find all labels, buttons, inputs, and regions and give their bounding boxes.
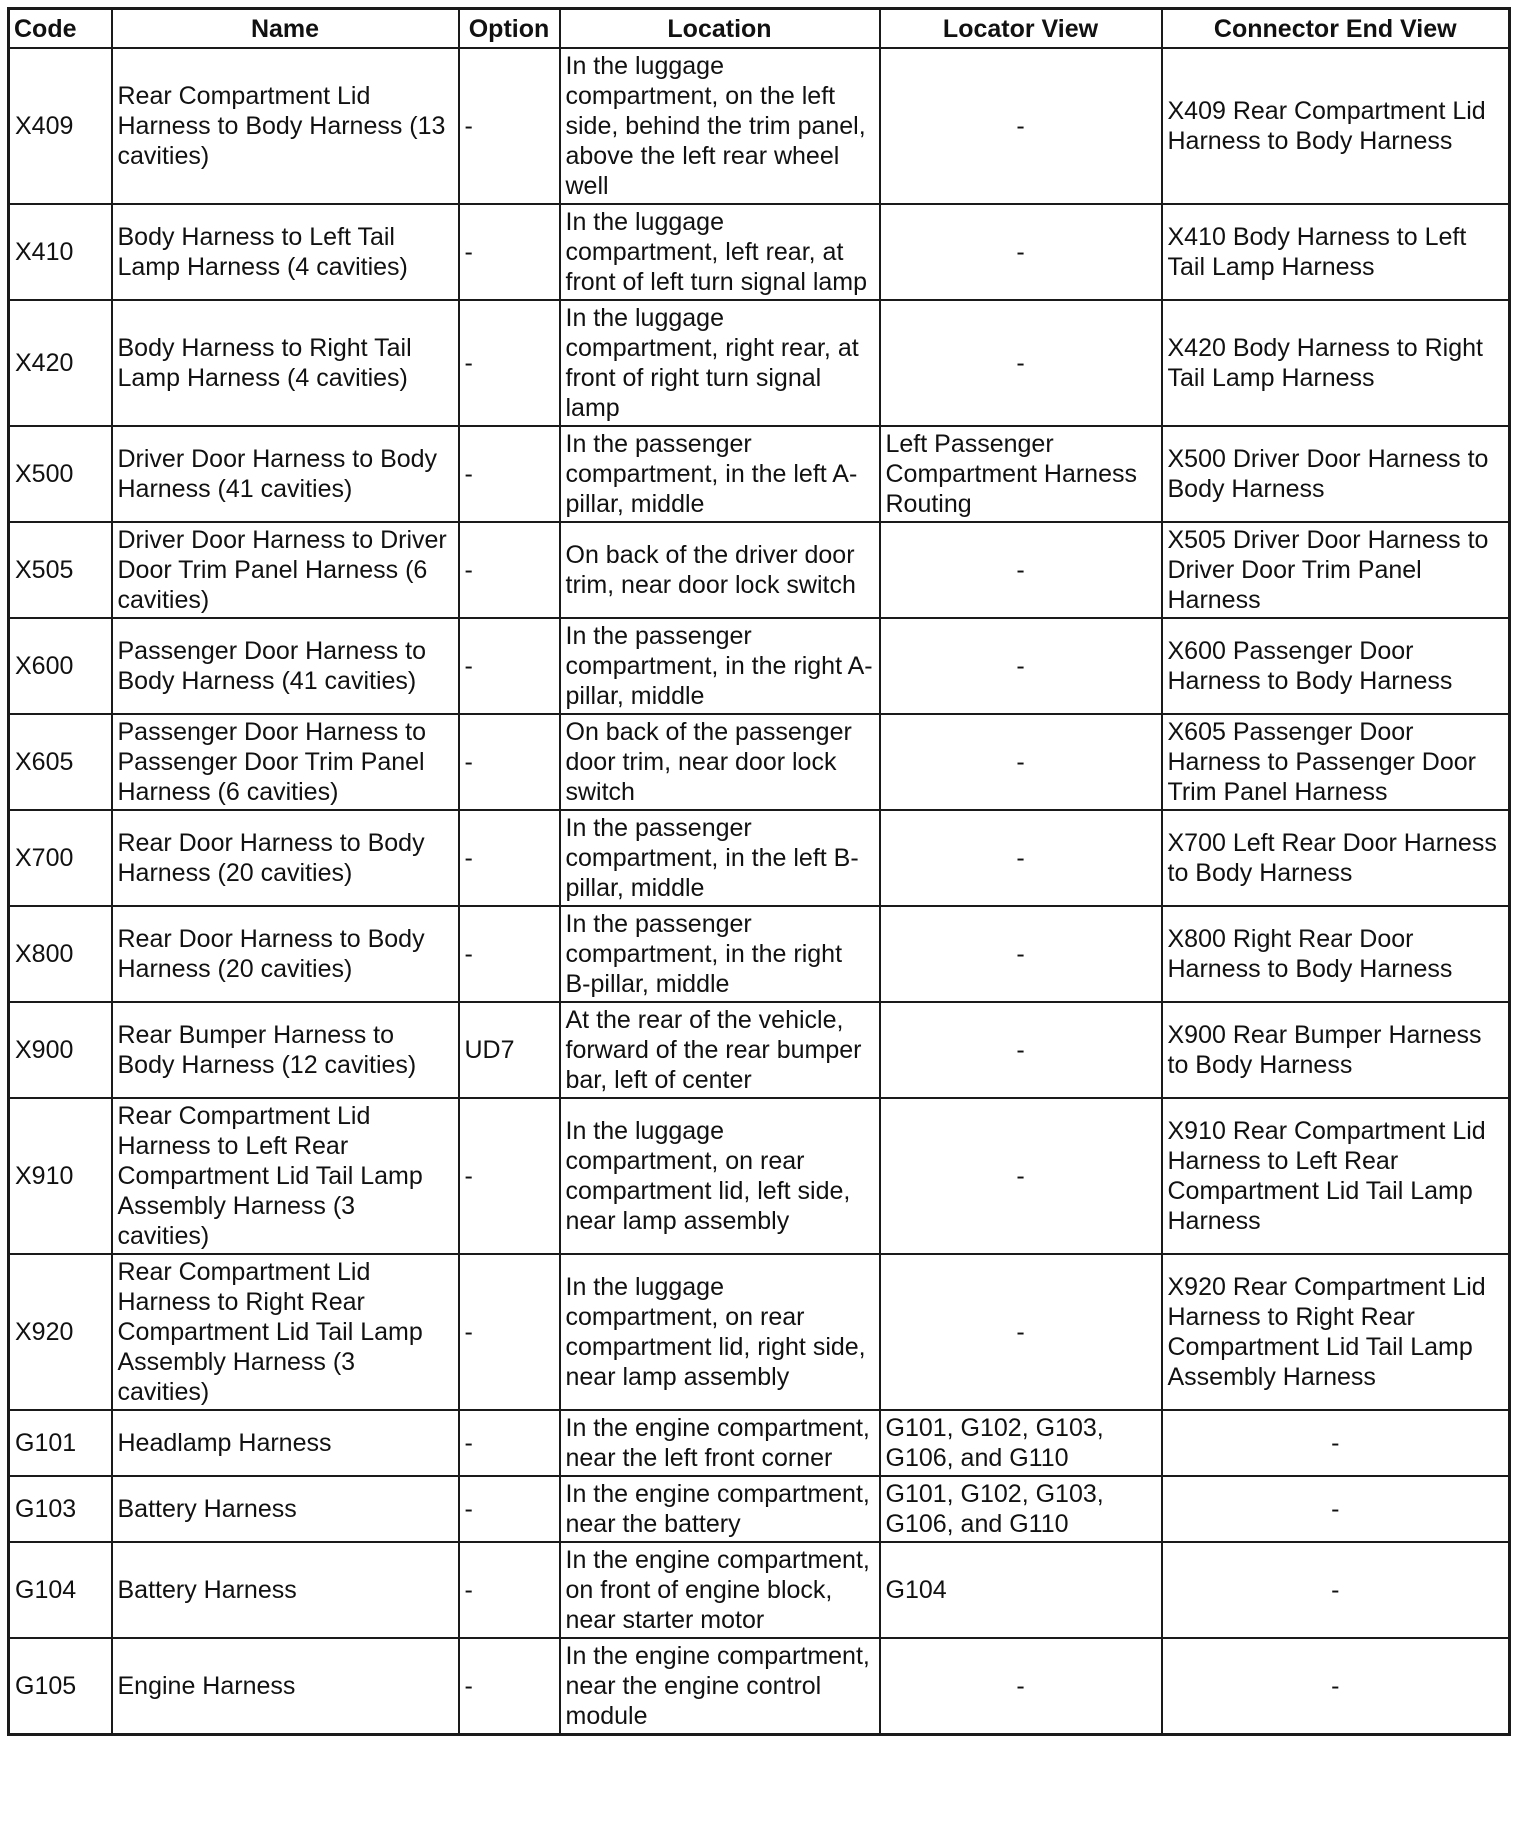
table-row bbox=[9, 1410, 1510, 1476]
table-row bbox=[9, 300, 1510, 426]
table-row bbox=[9, 1002, 1510, 1098]
cell-name: Driver Door Harness to Body Harness (41 cavities) bbox=[112, 426, 459, 522]
cell-location: In the luggage compartment, right rear, at front of right turn signal lamp bbox=[560, 300, 880, 426]
cell-location: At the rear of the vehicle, forward of the rear bumper bar, left of center bbox=[560, 1002, 880, 1098]
connector-table bbox=[7, 7, 1511, 1736]
header-name: Name bbox=[112, 9, 459, 49]
cell-code: X420 bbox=[9, 300, 112, 426]
cell-locator-view: - bbox=[880, 906, 1162, 1002]
cell-option: - bbox=[459, 522, 560, 618]
table-row bbox=[9, 204, 1510, 300]
connector-table-wrapper bbox=[7, 7, 1508, 1736]
cell-option: - bbox=[459, 1476, 560, 1542]
table-row bbox=[9, 522, 1510, 618]
cell-name: Driver Door Harness to Driver Door Trim Panel Harness (6 cavities) bbox=[112, 522, 459, 618]
cell-location: In the engine compartment, near the left front corner bbox=[560, 1410, 880, 1476]
cell-connector-end-view: X700 Left Rear Door Harness to Body Harness bbox=[1162, 810, 1510, 906]
cell-connector-end-view: X500 Driver Door Harness to Body Harness bbox=[1162, 426, 1510, 522]
cell-connector-end-view: X900 Rear Bumper Harness to Body Harness bbox=[1162, 1002, 1510, 1098]
cell-locator-view: Left Passenger Compartment Harness Routing bbox=[880, 426, 1162, 522]
cell-location: In the luggage compartment, on rear compartment lid, right side, near lamp assembly bbox=[560, 1254, 880, 1410]
cell-location: In the passenger compartment, in the left A-pillar, middle bbox=[560, 426, 880, 522]
cell-option: - bbox=[459, 906, 560, 1002]
cell-name: Rear Compartment Lid Harness to Left Rear Compartment Lid Tail Lamp Assembly Harness (3 cavities) bbox=[112, 1098, 459, 1254]
cell-location: In the engine compartment, near the engine control module bbox=[560, 1638, 880, 1735]
table-header bbox=[9, 9, 1510, 49]
cell-name: Body Harness to Right Tail Lamp Harness (4 cavities) bbox=[112, 300, 459, 426]
table-row bbox=[9, 810, 1510, 906]
header-row bbox=[9, 9, 1510, 49]
cell-code: X700 bbox=[9, 810, 112, 906]
cell-name: Rear Door Harness to Body Harness (20 cavities) bbox=[112, 810, 459, 906]
cell-code: G101 bbox=[9, 1410, 112, 1476]
cell-option: - bbox=[459, 426, 560, 522]
cell-code: X900 bbox=[9, 1002, 112, 1098]
header-code: Code bbox=[9, 9, 112, 49]
table-row bbox=[9, 426, 1510, 522]
cell-code: X409 bbox=[9, 48, 112, 204]
cell-location: In the passenger compartment, in the left B-pillar, middle bbox=[560, 810, 880, 906]
cell-location: In the passenger compartment, in the right B-pillar, middle bbox=[560, 906, 880, 1002]
cell-name: Passenger Door Harness to Passenger Door Trim Panel Harness (6 cavities) bbox=[112, 714, 459, 810]
cell-option: - bbox=[459, 1254, 560, 1410]
cell-locator-view: G104 bbox=[880, 1542, 1162, 1638]
header-location: Location bbox=[560, 9, 880, 49]
cell-location: In the luggage compartment, left rear, at front of left turn signal lamp bbox=[560, 204, 880, 300]
cell-code: X910 bbox=[9, 1098, 112, 1254]
cell-code: X410 bbox=[9, 204, 112, 300]
cell-name: Battery Harness bbox=[112, 1476, 459, 1542]
table-row bbox=[9, 714, 1510, 810]
cell-location: In the engine compartment, on front of engine block, near starter motor bbox=[560, 1542, 880, 1638]
cell-name: Rear Bumper Harness to Body Harness (12 cavities) bbox=[112, 1002, 459, 1098]
cell-connector-end-view: - bbox=[1162, 1638, 1510, 1735]
cell-option: - bbox=[459, 1098, 560, 1254]
table-row bbox=[9, 1254, 1510, 1410]
cell-location: On back of the driver door trim, near door lock switch bbox=[560, 522, 880, 618]
cell-code: X920 bbox=[9, 1254, 112, 1410]
cell-locator-view: - bbox=[880, 1638, 1162, 1735]
cell-connector-end-view: X600 Passenger Door Harness to Body Harness bbox=[1162, 618, 1510, 714]
cell-locator-view: - bbox=[880, 522, 1162, 618]
cell-name: Rear Compartment Lid Harness to Body Harness (13 cavities) bbox=[112, 48, 459, 204]
cell-option: - bbox=[459, 618, 560, 714]
cell-connector-end-view: X910 Rear Compartment Lid Harness to Left Rear Compartment Lid Tail Lamp Harness bbox=[1162, 1098, 1510, 1254]
table-row bbox=[9, 1638, 1510, 1735]
cell-locator-view: - bbox=[880, 618, 1162, 714]
cell-connector-end-view: - bbox=[1162, 1476, 1510, 1542]
cell-connector-end-view: - bbox=[1162, 1542, 1510, 1638]
cell-code: X500 bbox=[9, 426, 112, 522]
cell-name: Rear Door Harness to Body Harness (20 cavities) bbox=[112, 906, 459, 1002]
table-row bbox=[9, 1098, 1510, 1254]
table-row bbox=[9, 1476, 1510, 1542]
cell-code: X505 bbox=[9, 522, 112, 618]
cell-option: - bbox=[459, 714, 560, 810]
cell-connector-end-view: X505 Driver Door Harness to Driver Door Trim Panel Harness bbox=[1162, 522, 1510, 618]
cell-locator-view: - bbox=[880, 48, 1162, 204]
cell-locator-view: - bbox=[880, 714, 1162, 810]
cell-option: - bbox=[459, 810, 560, 906]
table-row bbox=[9, 48, 1510, 204]
cell-locator-view: - bbox=[880, 1254, 1162, 1410]
cell-name: Rear Compartment Lid Harness to Right Rear Compartment Lid Tail Lamp Assembly Harness (3 cavities) bbox=[112, 1254, 459, 1410]
table-row bbox=[9, 1542, 1510, 1638]
cell-option: - bbox=[459, 1638, 560, 1735]
cell-location: In the engine compartment, near the battery bbox=[560, 1476, 880, 1542]
cell-name: Passenger Door Harness to Body Harness (41 cavities) bbox=[112, 618, 459, 714]
cell-location: In the passenger compartment, in the right A-pillar, middle bbox=[560, 618, 880, 714]
cell-option: - bbox=[459, 48, 560, 204]
cell-connector-end-view: X409 Rear Compartment Lid Harness to Body Harness bbox=[1162, 48, 1510, 204]
table-row bbox=[9, 906, 1510, 1002]
cell-connector-end-view: X420 Body Harness to Right Tail Lamp Harness bbox=[1162, 300, 1510, 426]
cell-option: - bbox=[459, 300, 560, 426]
cell-connector-end-view: X800 Right Rear Door Harness to Body Harness bbox=[1162, 906, 1510, 1002]
cell-locator-view: - bbox=[880, 300, 1162, 426]
cell-code: G105 bbox=[9, 1638, 112, 1735]
header-locator-view: Locator View bbox=[880, 9, 1162, 49]
cell-locator-view: - bbox=[880, 1098, 1162, 1254]
cell-locator-view: - bbox=[880, 1002, 1162, 1098]
cell-name: Body Harness to Left Tail Lamp Harness (4 cavities) bbox=[112, 204, 459, 300]
cell-code: G104 bbox=[9, 1542, 112, 1638]
cell-option: - bbox=[459, 1410, 560, 1476]
header-connector-end-view: Connector End View bbox=[1162, 9, 1510, 49]
cell-name: Battery Harness bbox=[112, 1542, 459, 1638]
cell-code: X600 bbox=[9, 618, 112, 714]
cell-locator-view: - bbox=[880, 810, 1162, 906]
cell-location: In the luggage compartment, on the left side, behind the trim panel, above the left rear wheel well bbox=[560, 48, 880, 204]
header-option: Option bbox=[459, 9, 560, 49]
cell-code: X800 bbox=[9, 906, 112, 1002]
cell-connector-end-view: X920 Rear Compartment Lid Harness to Right Rear Compartment Lid Tail Lamp Assembly Harness bbox=[1162, 1254, 1510, 1410]
cell-code: X605 bbox=[9, 714, 112, 810]
cell-connector-end-view: X410 Body Harness to Left Tail Lamp Harness bbox=[1162, 204, 1510, 300]
cell-option: - bbox=[459, 204, 560, 300]
cell-connector-end-view: X605 Passenger Door Harness to Passenger Door Trim Panel Harness bbox=[1162, 714, 1510, 810]
cell-code: G103 bbox=[9, 1476, 112, 1542]
table-row bbox=[9, 618, 1510, 714]
table-body bbox=[9, 48, 1510, 1735]
cell-locator-view: G101, G102, G103, G106, and G110 bbox=[880, 1410, 1162, 1476]
cell-name: Engine Harness bbox=[112, 1638, 459, 1735]
cell-locator-view: G101, G102, G103, G106, and G110 bbox=[880, 1476, 1162, 1542]
cell-name: Headlamp Harness bbox=[112, 1410, 459, 1476]
cell-option: UD7 bbox=[459, 1002, 560, 1098]
cell-connector-end-view: - bbox=[1162, 1410, 1510, 1476]
cell-location: On back of the passenger door trim, near door lock switch bbox=[560, 714, 880, 810]
cell-location: In the luggage compartment, on rear compartment lid, left side, near lamp assembly bbox=[560, 1098, 880, 1254]
cell-locator-view: - bbox=[880, 204, 1162, 300]
cell-option: - bbox=[459, 1542, 560, 1638]
